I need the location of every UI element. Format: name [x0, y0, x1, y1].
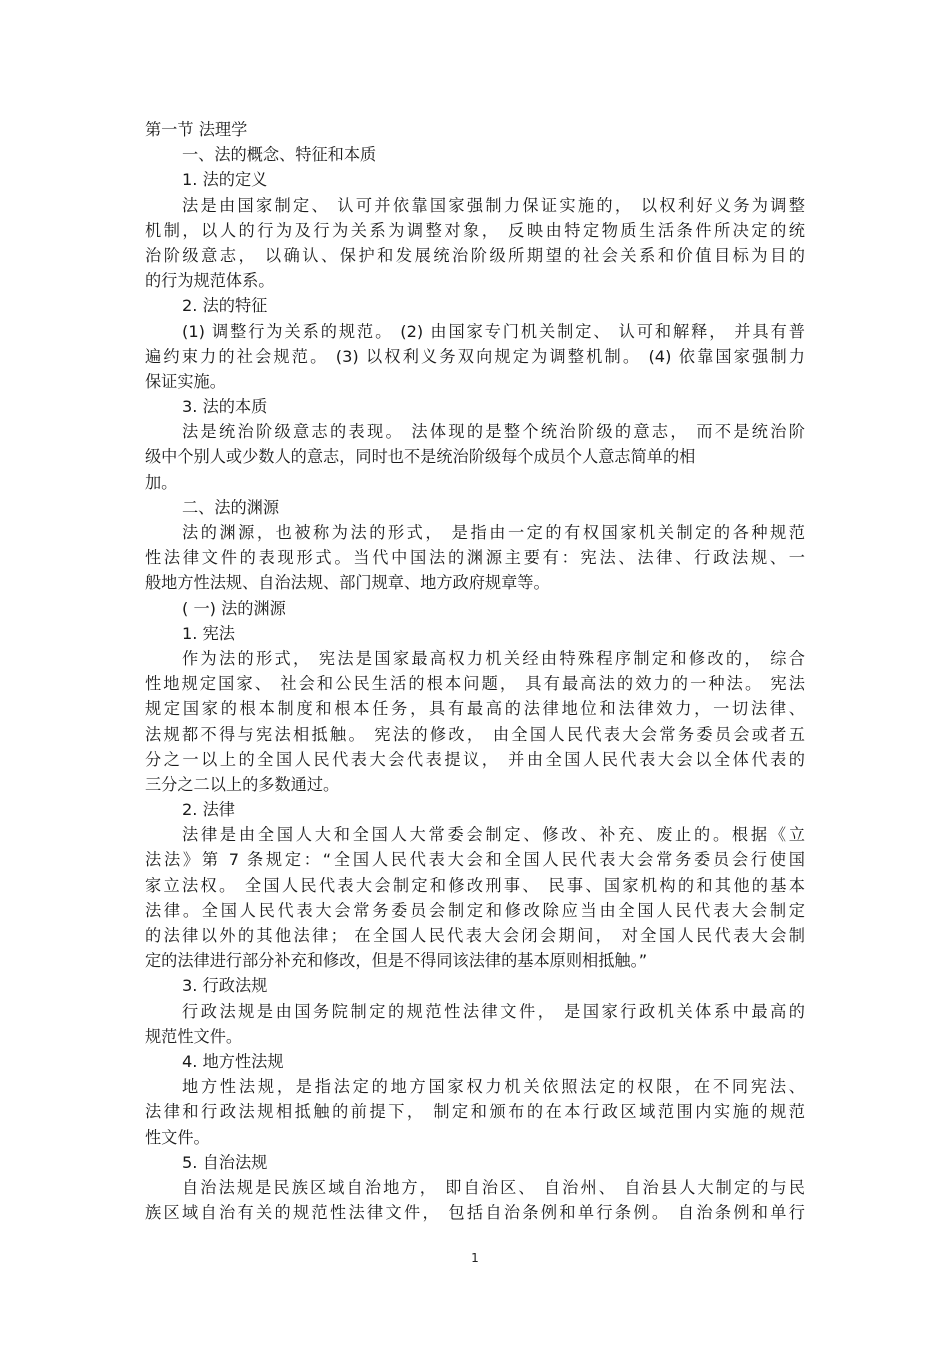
paragraph-line: 的行为规范体系。 [145, 271, 275, 291]
paragraph-line: 法规都不得与宪法相抵触。 宪法的修改， 由全国人民代表大会常务委员会或者五 [145, 724, 805, 744]
paragraph-line: 法律是由全国人大和全国人大常委会制定、修改、补充、废止的。根据《立 [182, 825, 805, 845]
paragraph-line: 的法律以外的其他法律； 在全国人民代表大会闭会期间， 对全国人民代表大会制 [145, 926, 805, 945]
page-number: 1 [471, 1251, 479, 1265]
paragraph-line: 家立法权。 全国人民代表大会制定和修改刑事、 民事、国家机构的和其他的基本 [145, 875, 805, 895]
paragraph-line: 地方性法规，是指法定的地方国家权力机关依照法定的权限，在不同宪法、 [182, 1077, 805, 1097]
paragraph-line: 规定国家的根本制度和根本任务，具有最高的法律地位和法律效力，一切法律、 [145, 699, 805, 719]
paragraph-line: (1) 调整行为关系的规范。 (2) 由国家专门机关制定、 认可和解释， 并具有普 [182, 321, 805, 341]
paragraph-line: 性文件。 [145, 1127, 210, 1147]
paragraph-line: 治阶级意志， 以确认、保护和发展统治阶级所期望的社会关系和价值目标为目的 [145, 245, 805, 265]
paragraph-line: 法律。全国人民代表大会常务委员会制定和修改除应当由全国人民代表大会制定 [145, 900, 805, 920]
paragraph-line: 性法律文件的表现形式。当代中国法的渊源主要有：宪法、法律、行政法规、一 [145, 548, 805, 568]
heading-sources: 二、法的渊源 [182, 497, 280, 517]
paragraph-line: 法律和行政法规相抵触的前提下， 制定和颁布的在本行政区域范围内实施的规范 [145, 1102, 805, 1122]
document-body [145, 117, 805, 1225]
paragraph-line: 三分之二以上的多数通过。 [145, 774, 340, 794]
subheading-features: 2. 法的特征 [182, 296, 268, 316]
paragraph-line: 定的法律进行部分补充和修改，但是不得同该法律的基本原则相抵触。” [145, 951, 648, 971]
paragraph-line: 分之一以上的全国人民代表大会代表提议， 并由全国人民代表大会以全体代表的 [145, 749, 805, 769]
subheading-definition: 1. 法的定义 [182, 170, 268, 190]
paragraph-line: 性地规定国家、 社会和公民生活的根本问题， 具有最高法的效力的一种法。 宪法 [145, 674, 805, 694]
paragraph-line: 规范性文件。 [145, 1026, 243, 1046]
paragraph-line: 级中个别人或少数人的意志，同时也不是统治阶级每个成员个人意志简单的相 [145, 447, 696, 467]
paragraph-line: 法法》第 7 条规定：“全国人民代表大会和全国人民代表大会常务委员会行使国 [145, 850, 805, 870]
paragraph-line: 法是统治阶级意志的表现。 法体现的是整个统治阶级的意志， 而不是统治阶 [182, 422, 805, 442]
paragraph-line: 自治法规是民族区域自治地方， 即自治区、 自治州、 自治县人大制定的与民 [182, 1177, 805, 1197]
subheading-local-regulations: 4. 地方性法规 [182, 1051, 284, 1071]
paragraph-line: 法的渊源，也被称为法的形式， 是指由一定的有权国家机关制定的各种规范 [182, 523, 805, 542]
paragraph-line: 法是由国家制定、 认可并依靠国家强制力保证实施的， 以权利好义务为调整 [182, 195, 805, 215]
paragraph-line: 作为法的形式， 宪法是国家最高权力机关经由特殊程序制定和修改的， 综合 [182, 648, 805, 668]
paragraph-line: 加。 [145, 472, 178, 492]
paragraph-line: 般地方性法规、自治法规、部门规章、地方政府规章等。 [145, 573, 550, 593]
paragraph-line: 族区域自治有关的规范性法律文件， 包括自治条例和单行条例。 自治条例和单行 [145, 1203, 805, 1223]
subheading-sources-list: ( 一) 法的渊源 [182, 598, 286, 618]
paragraph-line: 行政法规是由国务院制定的规范性法律文件， 是国家行政机关体系中最高的 [182, 1001, 805, 1021]
heading-concept: 一、法的概念、特征和本质 [182, 145, 377, 165]
subheading-autonomous-regulations: 5. 自治法规 [182, 1152, 268, 1172]
paragraph-line: 保证实施。 [145, 371, 226, 391]
section-title: 第一节 法理学 [145, 120, 248, 139]
paragraph-line: 遍约束力的社会规范。 (3) 以权利义务双向规定为调整机制。 (4) 依靠国家强制力 [145, 346, 805, 366]
subheading-administrative-regulations: 3. 行政法规 [182, 976, 268, 996]
subheading-essence: 3. 法的本质 [182, 397, 268, 417]
paragraph-line: 机制，以人的行为及行为关系为调整对象， 反映由特定物质生活条件所决定的统 [145, 220, 805, 240]
subheading-constitution: 1. 宪法 [182, 623, 235, 643]
subheading-law: 2. 法律 [182, 800, 235, 820]
